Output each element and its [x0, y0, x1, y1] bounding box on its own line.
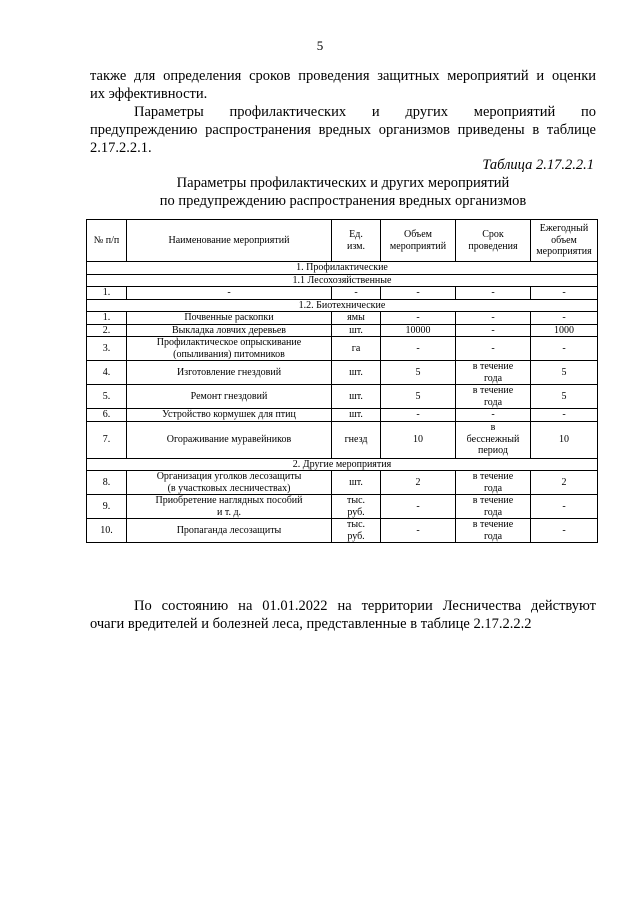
table-header-row	[87, 220, 598, 262]
paragraph-line: 2.17.2.2.1.	[90, 140, 152, 156]
cell-volume	[381, 324, 456, 337]
cell-name	[127, 385, 332, 409]
cell-line: -	[416, 287, 420, 298]
paragraph-line: также для определения сроков проведения защитных мероприятий и оценки	[90, 68, 596, 84]
cell-line: (опыливания) питомников	[173, 348, 285, 360]
cell-line: изм.	[347, 240, 365, 252]
cell-line: года	[483, 482, 503, 494]
header-term	[456, 220, 531, 262]
cell-term	[456, 385, 531, 409]
cell-line: -	[562, 287, 566, 298]
cell-line: шт.	[349, 390, 363, 402]
cell-line: в течение	[472, 361, 514, 372]
cell-term	[456, 409, 531, 422]
table-body	[87, 262, 598, 543]
cell-line: -	[227, 287, 231, 298]
cell-line: Приобретение наглядных пособий	[155, 495, 303, 506]
cell-line: га	[351, 342, 361, 354]
cell-unit	[332, 312, 381, 325]
cell-unit	[332, 471, 381, 495]
cell-volume	[381, 495, 456, 519]
table-label: Таблица 2.17.2.2.1	[482, 157, 594, 173]
cell-annual	[531, 287, 598, 300]
cell-line: Почвенные раскопки	[184, 312, 274, 323]
cell-name	[127, 287, 332, 300]
section-title: 1. Профилактические	[87, 262, 598, 275]
cell-line: Объем	[404, 229, 432, 240]
cell-term	[456, 421, 531, 458]
cell-line: -	[416, 524, 420, 536]
cell-line: -	[491, 409, 495, 420]
header-annual	[531, 220, 598, 262]
cell-line: и т. д.	[216, 506, 242, 518]
cell-line: -	[491, 342, 495, 354]
cell-annual	[531, 409, 598, 422]
cell-line: -	[562, 312, 566, 323]
header-name: Наименование мероприятий	[127, 220, 332, 262]
section-row	[87, 299, 598, 312]
paragraph-line: Параметры профилактических и других мероприятий по	[134, 104, 596, 120]
cell-line: гнезд	[344, 433, 368, 445]
table-row	[87, 409, 598, 422]
cell-volume	[381, 361, 456, 385]
cell-name	[127, 409, 332, 422]
cell-annual	[531, 385, 598, 409]
cell-line: Пропаганда лесозащиты	[176, 524, 282, 536]
table-title-line: по предупреждению распространения вредных организмов	[159, 193, 527, 209]
section-row	[87, 458, 598, 471]
cell-line: Выкладка ловчих деревьев	[171, 324, 287, 336]
cell-unit	[332, 385, 381, 409]
cell-volume	[381, 312, 456, 325]
cell-line: (в участковых лесничествах)	[167, 482, 291, 494]
cell-num: 5.	[87, 385, 127, 409]
cell-line: года	[483, 396, 503, 408]
cell-line: Ремонт гнездовий	[190, 390, 268, 402]
cell-annual	[531, 495, 598, 519]
cell-line: -	[491, 312, 495, 323]
cell-volume	[381, 385, 456, 409]
cell-annual	[531, 361, 598, 385]
cell-name	[127, 421, 332, 458]
table-row	[87, 519, 598, 543]
paragraph-line: По состоянию на 01.01.2022 на территории Лесничества действуют	[134, 598, 596, 614]
cell-line: бесснежный	[466, 433, 520, 445]
cell-annual	[531, 337, 598, 361]
cell-name	[127, 495, 332, 519]
section-title: 1.2. Биотехнические	[87, 299, 598, 312]
cell-line: мероприятий	[389, 240, 447, 252]
cell-line: -	[562, 500, 566, 512]
cell-unit	[332, 421, 381, 458]
table-row	[87, 337, 598, 361]
cell-line: Ед.	[349, 229, 363, 240]
cell-term	[456, 337, 531, 361]
cell-line: мероприятия	[536, 246, 592, 258]
cell-line: 10	[559, 433, 569, 445]
cell-line: 5	[415, 366, 421, 378]
cell-line: 2	[415, 476, 421, 488]
cell-line: шт.	[349, 409, 363, 420]
section-title: 1.1 Лесохозяйственные	[87, 274, 598, 287]
cell-line: -	[562, 524, 566, 536]
cell-line: шт.	[349, 324, 363, 336]
cell-name	[127, 337, 332, 361]
cell-line: года	[483, 530, 503, 542]
paragraph-line: очаги вредителей и болезней леса, представленные в таблице 2.17.2.2.2	[90, 616, 532, 632]
cell-line: года	[483, 506, 503, 518]
cell-line: тыс.	[346, 495, 366, 506]
cell-line: -	[491, 324, 495, 336]
cell-unit	[332, 287, 381, 300]
cell-term	[456, 324, 531, 337]
cell-line: период	[478, 445, 508, 457]
cell-line: года	[483, 372, 503, 384]
cell-num: 7.	[87, 421, 127, 458]
cell-line: в течение	[472, 385, 514, 396]
cell-line: в течение	[472, 519, 514, 530]
section-row	[87, 262, 598, 275]
table-row	[87, 385, 598, 409]
cell-annual	[531, 471, 598, 495]
cell-num: 9.	[87, 495, 127, 519]
cell-line: проведения	[468, 240, 518, 252]
cell-name	[127, 312, 332, 325]
cell-line: -	[354, 287, 358, 298]
cell-volume	[381, 337, 456, 361]
cell-line: Срок	[482, 229, 504, 240]
table-row	[87, 495, 598, 519]
cell-volume	[381, 519, 456, 543]
cell-line: объем	[551, 234, 577, 246]
section-title: 2. Другие мероприятия	[87, 458, 598, 471]
cell-line: в течение	[472, 471, 514, 482]
cell-line: шт.	[349, 476, 363, 488]
cell-term	[456, 361, 531, 385]
page-number: 5	[316, 38, 324, 53]
cell-line: -	[562, 409, 566, 420]
cell-line: 5	[561, 366, 567, 378]
table-title	[90, 174, 596, 210]
cell-num: 4.	[87, 361, 127, 385]
cell-line: -	[416, 500, 420, 512]
cell-name	[127, 361, 332, 385]
table-row	[87, 324, 598, 337]
cell-line: 5	[561, 390, 567, 402]
cell-num: 2.	[87, 324, 127, 337]
cell-line: 1000	[554, 324, 574, 336]
cell-unit	[332, 495, 381, 519]
cell-volume	[381, 409, 456, 422]
table-row	[87, 287, 598, 300]
cell-line: 10000	[405, 324, 431, 336]
header-num: № п/п	[87, 220, 127, 262]
cell-line: руб.	[347, 506, 365, 518]
cell-line: -	[562, 342, 566, 354]
cell-line: руб.	[347, 530, 365, 542]
cell-line: -	[491, 287, 495, 298]
table-row	[87, 471, 598, 495]
cell-line: Профилактическое опрыскивание	[156, 337, 302, 348]
cell-annual	[531, 312, 598, 325]
header-unit	[332, 220, 381, 262]
cell-line: -	[416, 312, 420, 323]
cell-line: Устройство кормушек для птиц	[162, 409, 296, 420]
cell-num: 6.	[87, 409, 127, 422]
cell-unit	[332, 361, 381, 385]
cell-volume	[381, 471, 456, 495]
cell-unit	[332, 324, 381, 337]
section-row	[87, 274, 598, 287]
table-title-line: Параметры профилактических и других мероприятий	[176, 175, 510, 191]
cell-unit	[332, 337, 381, 361]
table-row	[87, 312, 598, 325]
cell-line: 2	[561, 476, 567, 488]
cell-name	[127, 324, 332, 337]
cell-volume	[381, 287, 456, 300]
cell-term	[456, 287, 531, 300]
header-volume	[381, 220, 456, 262]
cell-volume	[381, 421, 456, 458]
measures-table	[86, 219, 598, 543]
cell-term	[456, 519, 531, 543]
cell-name	[127, 471, 332, 495]
paragraph-line: предупреждению распространения вредных организмов приведены в таблице	[90, 122, 596, 138]
cell-unit	[332, 519, 381, 543]
cell-line: ямы	[347, 312, 365, 323]
cell-line: Огораживание муравейников	[166, 433, 292, 445]
paragraph-line: их эффективности.	[90, 86, 208, 102]
cell-name	[127, 519, 332, 543]
cell-unit	[332, 409, 381, 422]
cell-line: Организация уголков лесозащиты	[156, 471, 302, 482]
cell-annual	[531, 421, 598, 458]
cell-line: в течение	[472, 495, 514, 506]
table-row	[87, 361, 598, 385]
cell-line: Ежегодный	[539, 223, 589, 235]
cell-line: -	[416, 409, 420, 420]
cell-line: шт.	[349, 366, 363, 378]
cell-num: 1.	[87, 312, 127, 325]
cell-num: 1.	[87, 287, 127, 300]
cell-line: в	[490, 422, 496, 434]
cell-line: -	[416, 342, 420, 354]
cell-term	[456, 471, 531, 495]
cell-line: 5	[415, 390, 421, 402]
cell-annual	[531, 324, 598, 337]
cell-annual	[531, 519, 598, 543]
cell-line: Изготовление гнездовий	[176, 366, 282, 378]
cell-num: 10.	[87, 519, 127, 543]
cell-num: 8.	[87, 471, 127, 495]
table-row	[87, 421, 598, 458]
cell-num: 3.	[87, 337, 127, 361]
cell-term	[456, 495, 531, 519]
cell-line: тыс.	[346, 519, 366, 530]
cell-term	[456, 312, 531, 325]
cell-line: 10	[413, 433, 423, 445]
